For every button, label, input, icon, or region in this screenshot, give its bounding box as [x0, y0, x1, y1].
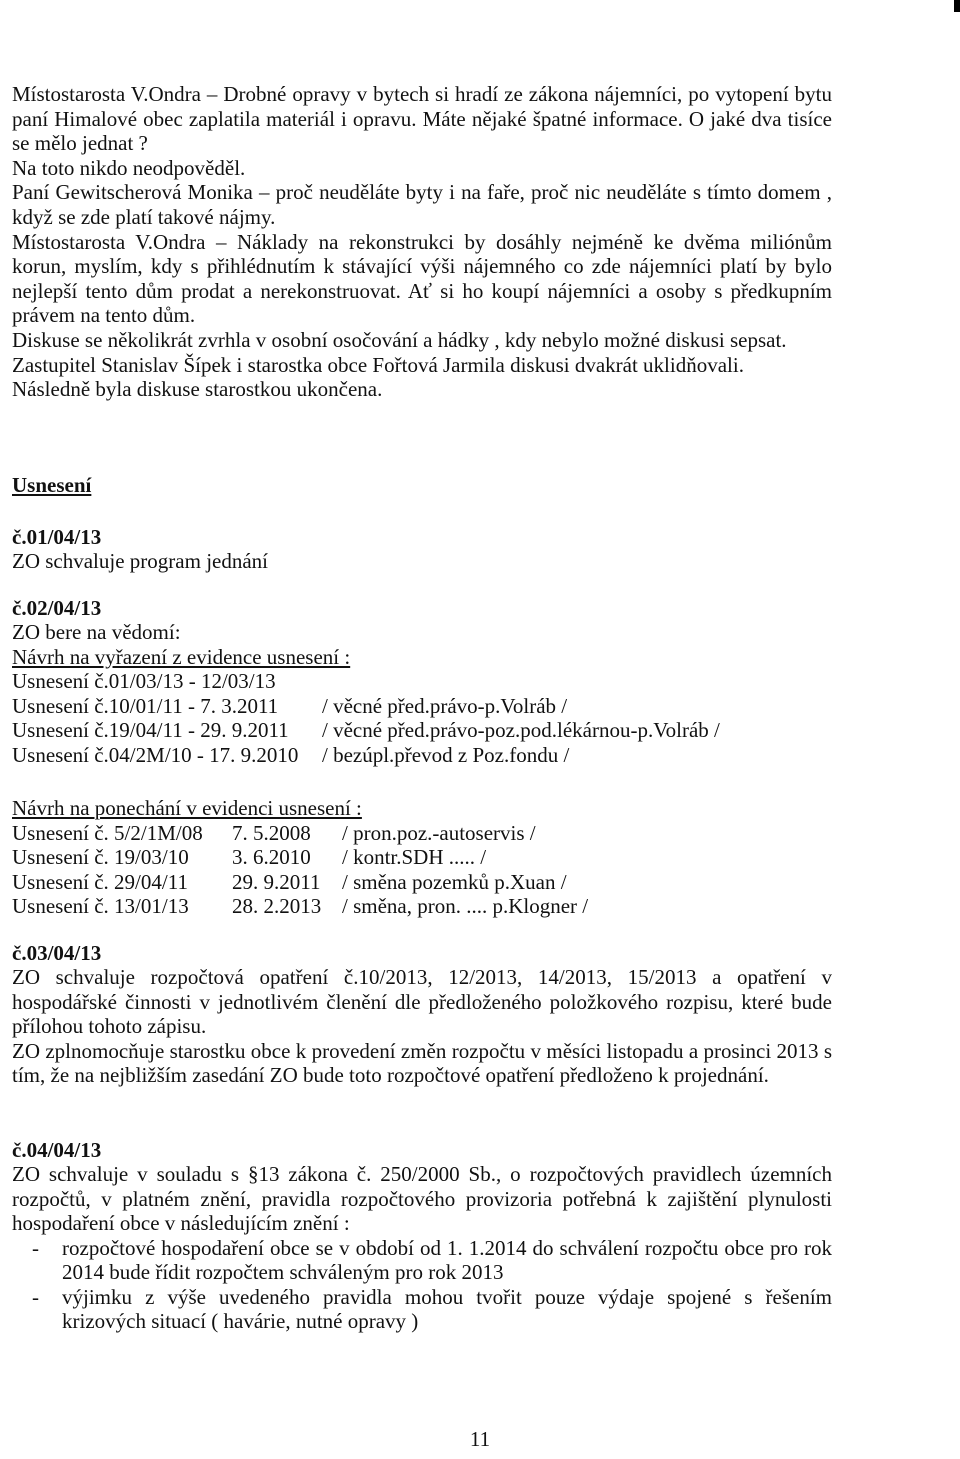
resolution-04-bullet-list: [12, 1236, 832, 1334]
page-number: 11: [469, 1427, 491, 1451]
keep-row: [12, 845, 832, 870]
resolution-02: [12, 596, 832, 768]
keep-row: [12, 821, 832, 846]
keep-row-ref: Usnesení č. 5/2/1M/08: [12, 820, 203, 845]
discussion-paragraph-7: Následně byla diskuse starostkou ukončena.: [12, 377, 383, 402]
remove-row-ref: Usnesení č.01/03/13 - 12/03/13: [12, 669, 276, 694]
bullet-dash: -: [32, 1284, 39, 1309]
discussion-paragraph-3: Paní Gewitscherová Monika – proč neuděláte byty i na faře, proč nic neuděláte s tímto domem , když se zde platí takové nájmy.: [12, 180, 832, 229]
keep-row-date: 29. 9.2011: [232, 869, 321, 894]
keep-row-note: / směna pozemků p.Xuan /: [342, 869, 567, 894]
resolution-04: [12, 1138, 832, 1333]
remove-row: [12, 669, 832, 694]
resolution-03: [12, 941, 832, 1088]
discussion-paragraph-4: Místostarosta V.Ondra – Náklady na rekonstrukci by dosáhly nejméně ke dvěma miliónům korun, myslím, kdy s přihlédnutím k stávající výši nájemného co zde nájemníci platí by bylo nejlepší tento dům prodat a nerekonstruovat. Ať si ho koupí nájemníci a osoby s předkupním právem na tento dům.: [12, 229, 832, 328]
keep-row-note: / pron.poz.-autoservis /: [342, 820, 536, 845]
remove-row-note: / bezúpl.převod z Poz.fondu /: [322, 742, 570, 767]
resolution-01-text: ZO schvaluje program jednání: [12, 549, 268, 573]
remove-row-note: / věcné před.právo-p.Volráb /: [322, 693, 568, 718]
remove-list-heading: Návrh na vyřazení z evidence usnesení :: [12, 644, 351, 669]
keep-list: [12, 821, 832, 919]
discussion-paragraph-1: Místostarosta V.Ondra – Drobné opravy v bytech si hradí ze zákona nájemníci, po vytopení bytu paní Himalové obec zaplatila materiál i opravu. Máte nějaké špatné informace. O jaké dva tisíce se mělo jednat ?: [12, 82, 832, 156]
keep-row-ref: Usnesení č. 19/03/10: [12, 845, 189, 870]
scan-corner-mark: [954, 0, 960, 12]
remove-row: [12, 718, 832, 743]
list-item: [12, 1236, 832, 1285]
resolution-03-number: č.03/04/13: [12, 941, 102, 965]
remove-row-ref: Usnesení č.04/2M/10 - 17. 9.2010: [12, 742, 299, 767]
remove-list: [12, 669, 832, 767]
keep-row-note: / kontr.SDH ..... /: [342, 845, 487, 870]
resolution-01: [12, 525, 832, 574]
keep-row-ref: Usnesení č. 29/04/11: [12, 869, 188, 894]
keep-row-ref: Usnesení č. 13/01/13: [12, 894, 189, 919]
keep-row-date: 3. 6.2010: [232, 845, 311, 870]
keep-section: [12, 796, 832, 919]
usneseni-heading: Usnesení: [12, 473, 92, 497]
keep-row-date: 28. 2.2013: [232, 894, 322, 919]
resolution-02-intro: ZO bere na vědomí:: [12, 620, 181, 644]
discussion-paragraph-6: Zastupitel Stanislav Šípek i starostka obce Fořtová Jarmila diskusi dvakrát uklidňovali.: [12, 352, 744, 377]
discussion-paragraph-5: Diskuse se několikrát zvrhla v osobní osočování a hádky , kdy nebylo možné diskusi sepsat.: [12, 327, 787, 352]
keep-row: [12, 894, 832, 919]
resolution-04-number: č.04/04/13: [12, 1138, 102, 1162]
bullet-text: rozpočtové hospodaření obce se v období od 1. 1.2014 do schválení rozpočtu obce pro rok 2014 bude řídit rozpočtem schváleným pro rok 2013: [62, 1235, 832, 1285]
resolution-03-paragraph-2: ZO zplnomocňuje starostku obce k provedení změn rozpočtu v měsíci listopadu a prosinci 2013 s tím, že na nejbližším zasedání ZO bude toto rozpočtové opatření předloženo k projednání.: [12, 1038, 832, 1088]
remove-row: [12, 694, 832, 719]
remove-row-note: / věcné před.právo-poz.pod.lékárnou-p.Volráb /: [322, 718, 720, 743]
remove-row: [12, 743, 832, 768]
keep-row: [12, 870, 832, 895]
resolution-03-paragraph-1: ZO schvaluje rozpočtová opatření č.10/2013, 12/2013, 14/2013, 15/2013 a opatření v hospodářské činnosti v jednotlivém členění dle předloženého položkového rozpisu, které bude přílohou tohoto zápisu.: [12, 965, 832, 1039]
resolution-04-paragraph: ZO schvaluje v souladu s §13 zákona č. 250/2000 Sb., o rozpočtových pravidlech územních rozpočtů, v platném znění, pravidla rozpočtového provizoria potřebná k zajištění plynulosti hospodaření obce v následujícím znění :: [12, 1162, 832, 1236]
resolution-01-number: č.01/04/13: [12, 525, 102, 549]
keep-list-heading: Návrh na ponechání v evidenci usnesení :: [12, 796, 362, 820]
discussion-paragraph-2: Na toto nikdo neodpověděl.: [12, 155, 246, 180]
bullet-dash: -: [32, 1235, 39, 1260]
keep-row-date: 7. 5.2008: [232, 820, 311, 845]
remove-row-ref: Usnesení č.19/04/11 - 29. 9.2011: [12, 718, 289, 743]
discussion-section: [12, 82, 832, 402]
keep-row-note: / směna, pron. .... p.Klogner /: [342, 894, 589, 919]
bullet-text: výjimku z výše uvedeného pravidla mohou tvořit pouze výdaje spojené s řešením krizových situací ( havárie, nutné opravy ): [62, 1284, 832, 1333]
remove-row-ref: Usnesení č.10/01/11 - 7. 3.2011: [12, 693, 279, 718]
list-item: [12, 1285, 832, 1334]
resolution-02-number: č.02/04/13: [12, 596, 102, 620]
